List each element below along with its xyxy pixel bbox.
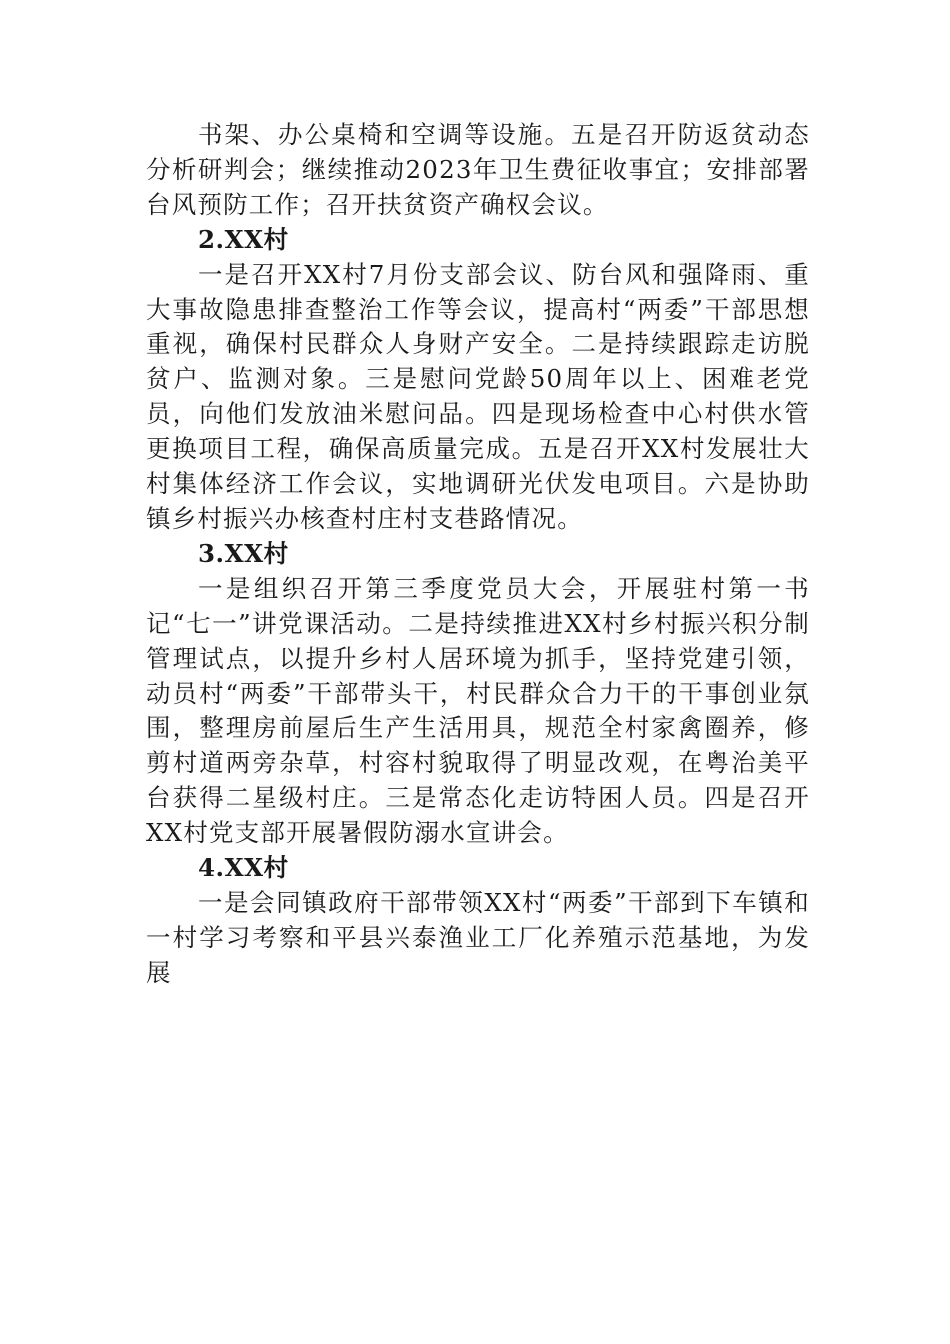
continuation-paragraph: 书架、办公桌椅和空调等设施。五是召开防返贫动态分析研判会；继续推动2023年卫生费征收事宜；安排部署台风预防工作；召开扶贫资产确权会议。 bbox=[146, 120, 810, 219]
section-paragraph: 一是召开XX村7月份支部会议、防台风和强降雨、重大事故隐患排查整治工作等会议，提高村“两委”干部思想重视，确保村民群众人身财产安全。二是持续跟踪走访脱贫户、监测对象。三是慰问党龄50周年以上、困难老党员，向他们发放油米慰问品。四是现场检查中心村供水管更换项目工程，确保高质量完成。五是召开XX村发展壮大村集体经济工作会议，实地调研光伏发电项目。六是协助镇乡村振兴办核查村庄村支巷路情况。 bbox=[146, 259, 810, 533]
document-body bbox=[146, 118, 810, 991]
section-heading: 2.XX村 bbox=[198, 224, 289, 254]
section-heading: 4.XX村 bbox=[198, 853, 289, 883]
section-paragraph: 一是会同镇政府干部带领XX村“两委”干部到下车镇和一村学习考察和平县兴泰渔业工厂化养殖示范基地，为发展 bbox=[146, 887, 810, 987]
section-paragraph: 一是组织召开第三季度党员大会，开展驻村第一书记“七一”讲党课活动。二是持续推进XX村乡村振兴积分制管理试点，以提升乡村人居环境为抓手，坚持党建引领，动员村“两委”干部带头干，村民群众合力干的干事创业氛围，整理房前屋后生产生活用具，规范全村家禽圈养，修剪村道两旁杂草，村容村貌取得了明显改观，在粤治美平台获得二星级村庄。三是常态化走访特困人员。四是召开XX村党支部开展暑假防溺水宣讲会。 bbox=[146, 573, 810, 848]
section-heading: 3.XX村 bbox=[198, 538, 289, 568]
